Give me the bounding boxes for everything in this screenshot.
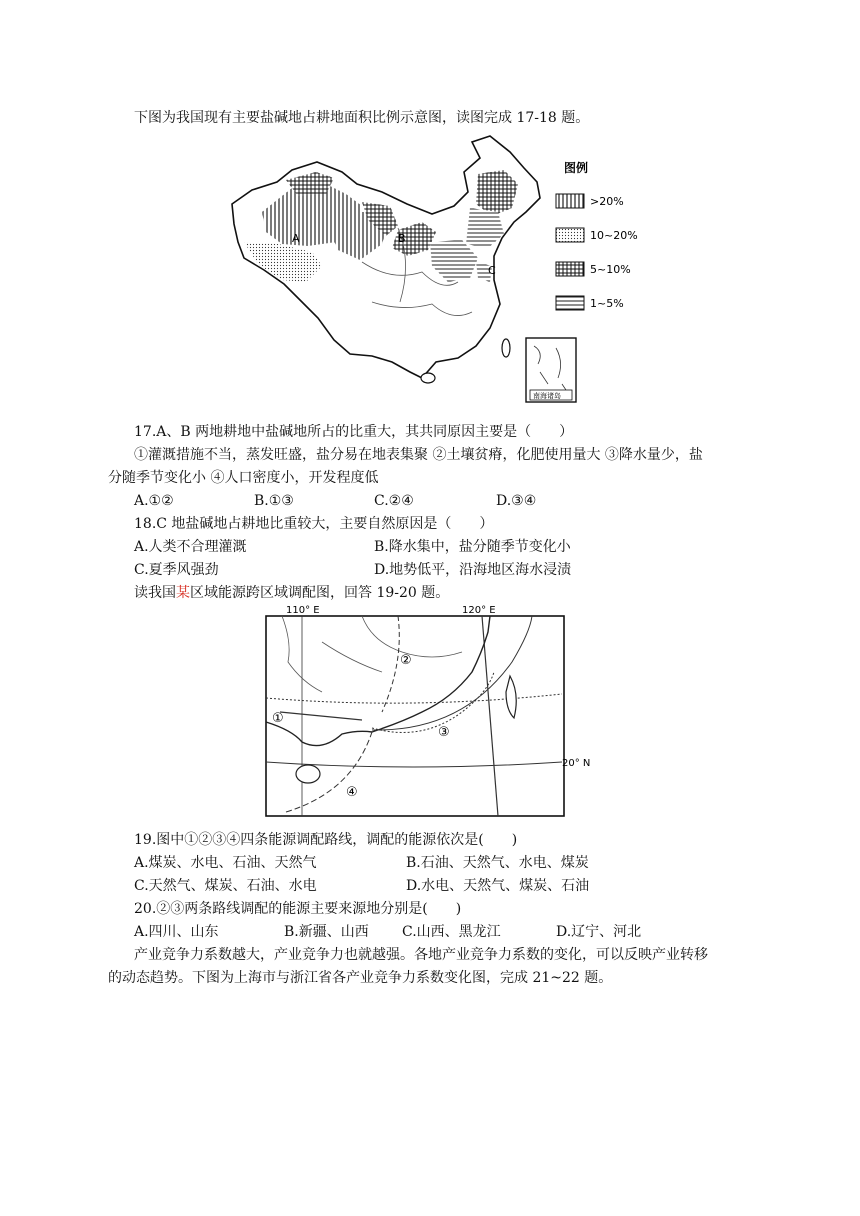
inset-label: 南海诸岛 bbox=[533, 392, 561, 400]
q17-body-line1: ①灌溉措施不当，蒸发旺盛，盐分易在地表集聚 ②土壤贫瘠，化肥使用量大 ③降水量少，盐 bbox=[134, 447, 703, 463]
q18-option-a: A.人类不合理灌溉 bbox=[134, 539, 247, 555]
legend-label-10-20: 10~20% bbox=[590, 229, 638, 242]
legend-swatch-10-20 bbox=[556, 228, 584, 242]
q19-stem: 19.图中①②③④四条能源调配路线，调配的能源依次是( ) bbox=[134, 832, 518, 848]
q20-option-b: B.新疆、山西 bbox=[284, 924, 369, 940]
q17-option-a: A.①② bbox=[134, 493, 174, 509]
route-label-3: ③ bbox=[438, 725, 450, 740]
q19-option-b: B.石油、天然气、水电、煤炭 bbox=[406, 855, 589, 871]
map-label-a: A bbox=[292, 232, 300, 245]
q20-option-c: C.山西、黑龙江 bbox=[402, 924, 501, 940]
legend-swatch-1-5 bbox=[556, 296, 584, 310]
q18-option-b: B.降水集中，盐分随季节变化小 bbox=[374, 539, 571, 555]
legend-swatch-gt20 bbox=[556, 194, 584, 208]
q19-option-d: D.水电、天然气、煤炭、石油 bbox=[406, 878, 590, 894]
q17-body-line2: 分随季节变化小 ④人口密度小，开发程度低 bbox=[108, 470, 379, 486]
energy-transfer-map bbox=[262, 602, 594, 822]
q19-option-a: A.煤炭、水电、石油、天然气 bbox=[134, 855, 317, 871]
q19-option-c: C.天然气、煤炭、石油、水电 bbox=[134, 878, 317, 894]
intro-text-19-20: 读我国某区域能源跨区域调配图，回答 19-20 题。 bbox=[134, 585, 450, 601]
route-label-4: ④ bbox=[346, 785, 358, 800]
legend-title: 图例 bbox=[564, 161, 589, 175]
q20-stem: 20.②③两条路线调配的能源主要来源地分别是( ) bbox=[134, 901, 462, 917]
lat-label-20n: 20° N bbox=[562, 758, 591, 769]
q20-option-a: A.四川、山东 bbox=[134, 924, 219, 940]
route-label-2: ② bbox=[400, 653, 412, 668]
q17-option-b: B.①③ bbox=[254, 493, 294, 509]
q17-option-d: D.③④ bbox=[496, 493, 537, 509]
map-label-b: B bbox=[398, 232, 406, 245]
legend-label-1-5: 1~5% bbox=[590, 297, 624, 310]
red-character: 某 bbox=[176, 585, 190, 601]
hainan-island bbox=[421, 373, 435, 383]
intro-text-17-18: 下图为我国现有主要盐碱地占耕地面积比例示意图，读图完成 17-18 题。 bbox=[134, 110, 590, 126]
lon-label-120e: 120° E bbox=[462, 605, 496, 616]
q18-option-c: C.夏季风强劲 bbox=[134, 562, 219, 578]
q18-option-d: D.地势低平，沿海地区海水浸渍 bbox=[374, 562, 572, 578]
intro-text-21-22-line2: 的动态趋势。下图为上海市与浙江省各产业竞争力系数变化图，完成 21~22 题。 bbox=[108, 970, 613, 986]
intro-text-21-22-line1: 产业竞争力系数越大，产业竞争力也就越强。各地产业竞争力系数的变化，可以反映产业转移 bbox=[134, 947, 708, 963]
taiwan-island bbox=[502, 339, 510, 357]
legend-label-gt20: >20% bbox=[590, 195, 624, 208]
legend-label-5-10: 5~10% bbox=[590, 263, 631, 276]
q18-stem: 18.C 地盐碱地占耕地比重较大，主要自然原因是（ ） bbox=[134, 516, 494, 532]
lon-label-110e: 110° E bbox=[286, 605, 320, 616]
q17-stem: 17.A、B 两地耕地中盐碱地所占的比重大，其共同原因主要是（ ） bbox=[134, 424, 574, 440]
q20-option-d: D.辽宁、河北 bbox=[556, 924, 642, 940]
route-label-1: ① bbox=[272, 711, 284, 726]
legend-swatch-5-10 bbox=[556, 262, 584, 276]
map-label-c: C bbox=[488, 264, 496, 277]
q17-option-c: C.②④ bbox=[374, 493, 414, 509]
saline-land-map bbox=[222, 132, 638, 404]
